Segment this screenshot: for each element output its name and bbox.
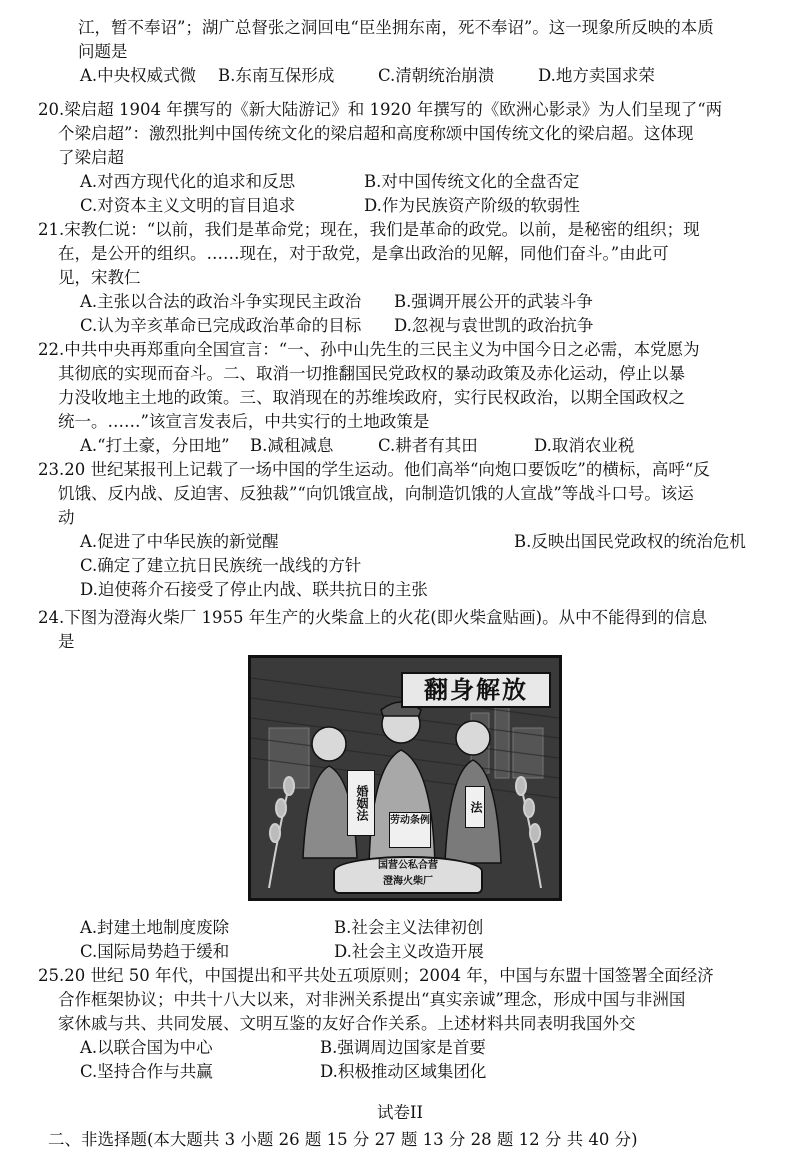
option-c: C.清朝统治崩溃: [378, 66, 495, 85]
question-20: [38, 98, 750, 218]
option-c: C.确定了建立抗日民族统一战线的方针: [80, 556, 362, 575]
question-23: [38, 458, 750, 602]
stamp-line-2: 澄海火柴厂: [383, 876, 433, 887]
question-text-line: 个梁启超”：激烈批判中国传统文化的梁启超和高度称颂中国传统文化的梁启超。这体现: [58, 124, 694, 143]
options-row: [38, 194, 750, 218]
option-b: B.东南互保形成: [218, 66, 335, 85]
question-text-line: 合作框架协议；中共十八大以来，对非洲关系提出“真实亲诚”理念，形成中国与非洲国: [58, 990, 686, 1009]
options-row: [38, 1060, 750, 1084]
stamp-line-1: 国营公私合营: [378, 860, 438, 871]
question-21: [38, 218, 750, 338]
option-a: A.对西方现代化的追求和反思: [80, 172, 296, 191]
options-row: [38, 434, 750, 458]
options-row: [38, 530, 750, 554]
option-c: C.坚持合作与共赢: [80, 1062, 213, 1081]
options-row: [38, 290, 750, 314]
law-document: 法: [465, 786, 485, 828]
option-a: A.主张以合法的政治斗争实现民主政治: [80, 292, 362, 311]
banner-text: 翻身解放: [401, 672, 551, 708]
options-row: [38, 170, 750, 194]
question-text-line: 家休戚与共、共同发展、文明互鉴的友好合作关系。上述材料共同表明我国外交: [58, 1014, 636, 1033]
options-row: [38, 1036, 750, 1060]
option-a: A.以联合国为中心: [80, 1038, 213, 1057]
question-text-line: 统一。……”该宣言发表后，中共实行的土地政策是: [58, 412, 430, 431]
question-text-line: 问题是: [78, 42, 128, 61]
option-b: B.对中国传统文化的全盘否定: [364, 172, 580, 191]
options-row: [38, 554, 750, 578]
question-text-line: 江，暂不奉诏”；湖广总督张之洞回电“臣坐拥东南，死不奉诏”。这一现象所反映的本质: [78, 18, 714, 37]
option-d: D.作为民族资产阶级的软弱性: [364, 196, 580, 215]
section-heading: 二、非选择题(本大题共 3 小题 26 题 15 分 27 题 13 分 28 题 12 分 共 40 分): [48, 1130, 638, 1149]
option-c: C.对资本主义文明的盲目追求: [80, 196, 296, 215]
option-d: D.积极推动区域集团化: [320, 1062, 487, 1081]
question-text-line: 其彻底的实现而奋斗。二、取消一切推翻国民党政权的暴动政策及赤化运动，停止以暴: [58, 364, 685, 383]
option-d: D.取消农业税: [534, 436, 635, 455]
options-row: [38, 940, 750, 964]
option-a: A.中央权威式微: [80, 66, 197, 85]
question-text-line: 力没收地主土地的政策。三、取消现在的苏维埃政府，实行民权政治，以期全国政权之: [58, 388, 685, 407]
option-d: D.忽视与袁世凯的政治抗争: [394, 316, 594, 335]
question-text-line: 22.中共中央再郑重向全国宣言：“一、孙中山先生的三民主义为中国今日之必需，本党愿为: [38, 340, 700, 359]
question-text-line: 20.梁启超 1904 年撰写的《新大陆游记》和 1920 年撰写的《欧洲心影录》为人们呈现了“两: [38, 100, 723, 119]
option-b: B.强调开展公开的武装斗争: [394, 292, 593, 311]
section-title: 试卷II: [376, 1103, 424, 1122]
question-24: [38, 606, 750, 654]
marriage-law-document: 婚姻法: [347, 770, 375, 836]
option-c: C.认为辛亥革命已完成政治革命的目标: [80, 316, 362, 335]
question-text-line: 了梁启超: [58, 148, 124, 167]
options-row: [38, 916, 750, 940]
matchbox-label-image: [248, 655, 562, 901]
question-text-line: 21.宋教仁说：“以前，我们是革命党；现在，我们是革命的政党。以前，是秘密的组织；现: [38, 220, 700, 239]
option-b: B.社会主义法律初创: [334, 918, 484, 937]
options-row: [38, 578, 750, 602]
option-d: D.社会主义改造开展: [334, 942, 484, 961]
labor-regulation-document: 劳动条例: [389, 812, 431, 848]
option-b: B.反映出国民党政权的统治危机: [514, 532, 746, 551]
question-text-line: 见，宋教仁: [58, 268, 141, 287]
question-text-line: 24.下图为澄海火柴厂 1955 年生产的火柴盒上的火花(即火柴盒贴画)。从中不能得到的信息: [38, 608, 708, 627]
factory-stamp: [333, 856, 483, 894]
option-b: B.强调周边国家是首要: [320, 1038, 486, 1057]
question-25: [38, 964, 750, 1084]
option-a: A.“打土豪，分田地”: [80, 436, 230, 455]
option-a: A.封建土地制度废除: [80, 918, 230, 937]
option-c: C.耕者有其田: [378, 436, 478, 455]
question-text-line: 动: [58, 508, 75, 527]
question-text-line: 23.20 世纪某报刊上记载了一场中国的学生运动。他们高举“向炮口要饭吃”的横标，高呼“反: [38, 460, 710, 479]
question-24-options: [38, 916, 750, 964]
options-row: [58, 64, 770, 88]
question-text-line: 25.20 世纪 50 年代，中国提出和平共处五项原则；2004 年，中国与东盟十国签署全面经济: [38, 966, 714, 985]
option-d: D.迫使蒋介石接受了停止内战、联共抗日的主张: [80, 580, 428, 599]
options-row: [38, 314, 750, 338]
option-a: A.促进了中华民族的新觉醒: [80, 532, 279, 551]
question-19: [58, 16, 770, 88]
option-c: C.国际局势趋于缓和: [80, 942, 230, 961]
option-b: B.减租减息: [250, 436, 334, 455]
question-22: [38, 338, 750, 458]
question-text-line: 是: [58, 632, 75, 651]
question-text-line: 饥饿、反内战、反迫害、反独裁”“向饥饿宣战，向制造饥饿的人宣战”等战斗口号。该运: [58, 484, 694, 503]
question-text-line: 在，是公开的组织。……现在，对于敌党，是拿出政治的见解，同他们奋斗。”由此可: [58, 244, 669, 263]
option-d: D.地方卖国求荣: [538, 66, 655, 85]
